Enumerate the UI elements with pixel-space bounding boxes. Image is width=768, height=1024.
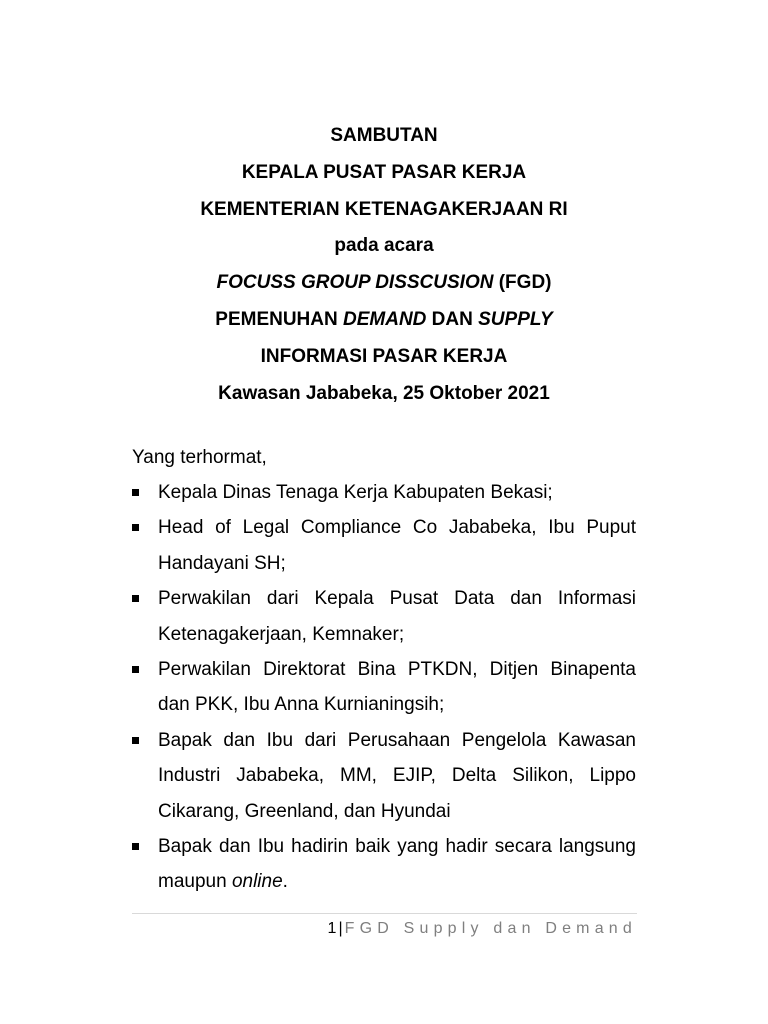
list-item bbox=[132, 581, 636, 652]
list-item bbox=[132, 510, 636, 581]
title-topic-part1: PEMENUHAN bbox=[215, 308, 343, 330]
list-item-text: Perwakilan dari Kepala Pusat Data dan Informasi Ketenagakerjaan, Kemnaker; bbox=[158, 588, 636, 645]
footer-separator: | bbox=[338, 920, 343, 937]
title-event-name bbox=[132, 265, 636, 302]
title-event-name-italic: FOCUSS GROUP DISSCUSION bbox=[216, 272, 494, 294]
footer-title: FGD Supply dan Demand bbox=[344, 920, 637, 937]
title-place-date: Kawasan Jababeka, 25 Oktober 2021 bbox=[218, 382, 550, 404]
square-bullet-icon bbox=[132, 666, 139, 673]
footer-divider bbox=[132, 913, 637, 914]
square-bullet-icon bbox=[132, 595, 139, 602]
page-number: 1 bbox=[327, 920, 337, 937]
title-pada-acara: pada acara bbox=[334, 235, 434, 257]
list-item bbox=[132, 652, 636, 723]
square-bullet-icon bbox=[132, 737, 139, 744]
title-topic-supply: SUPPLY bbox=[478, 308, 553, 330]
salutation: Yang terhormat, bbox=[132, 447, 267, 468]
list-item bbox=[132, 723, 636, 829]
square-bullet-icon bbox=[132, 489, 139, 496]
square-bullet-icon bbox=[132, 524, 139, 531]
title-topic-demand: DEMAND bbox=[343, 308, 427, 330]
title-topic-part2: DAN bbox=[426, 308, 479, 330]
page-footer bbox=[328, 918, 637, 940]
title-ministry: KEMENTERIAN KETENAGAKERJAAN RI bbox=[200, 198, 568, 220]
square-bullet-icon bbox=[132, 843, 139, 850]
list-item-text: Perwakilan Direktorat Bina PTKDN, Ditjen Binapenta dan PKK, Ibu Anna Kurnianingsih; bbox=[158, 659, 636, 716]
list-item-end: . bbox=[282, 871, 288, 893]
title-topic-cont: INFORMASI PASAR KERJA bbox=[260, 345, 508, 367]
list-item bbox=[132, 829, 636, 900]
list-item-text: Kepala Dinas Tenaga Kerja Kabupaten Bekasi; bbox=[158, 482, 553, 503]
list-item bbox=[132, 475, 636, 510]
list-item-text: Head of Legal Compliance Co Jababeka, Ibu Puput Handayani SH; bbox=[158, 517, 636, 574]
title-topic bbox=[132, 302, 636, 339]
title-speaker-position: KEPALA PUSAT PASAR KERJA bbox=[241, 161, 527, 183]
title-event-abbrev: (FGD) bbox=[493, 272, 552, 294]
list-item-text: Bapak dan Ibu dari Perusahaan Pengelola Kawasan Industri Jababeka, MM, EJIP, Delta Silikon, Lippo Cikarang, Greenland, dan Hyundai bbox=[158, 729, 636, 822]
speech-title bbox=[132, 118, 636, 412]
list-item-text: Bapak dan Ibu hadirin baik yang hadir secara langsung maupun bbox=[158, 836, 636, 893]
addressee-list bbox=[132, 475, 636, 900]
list-item-italic: online bbox=[231, 871, 283, 893]
title-sambutan: SAMBUTAN bbox=[330, 125, 438, 146]
